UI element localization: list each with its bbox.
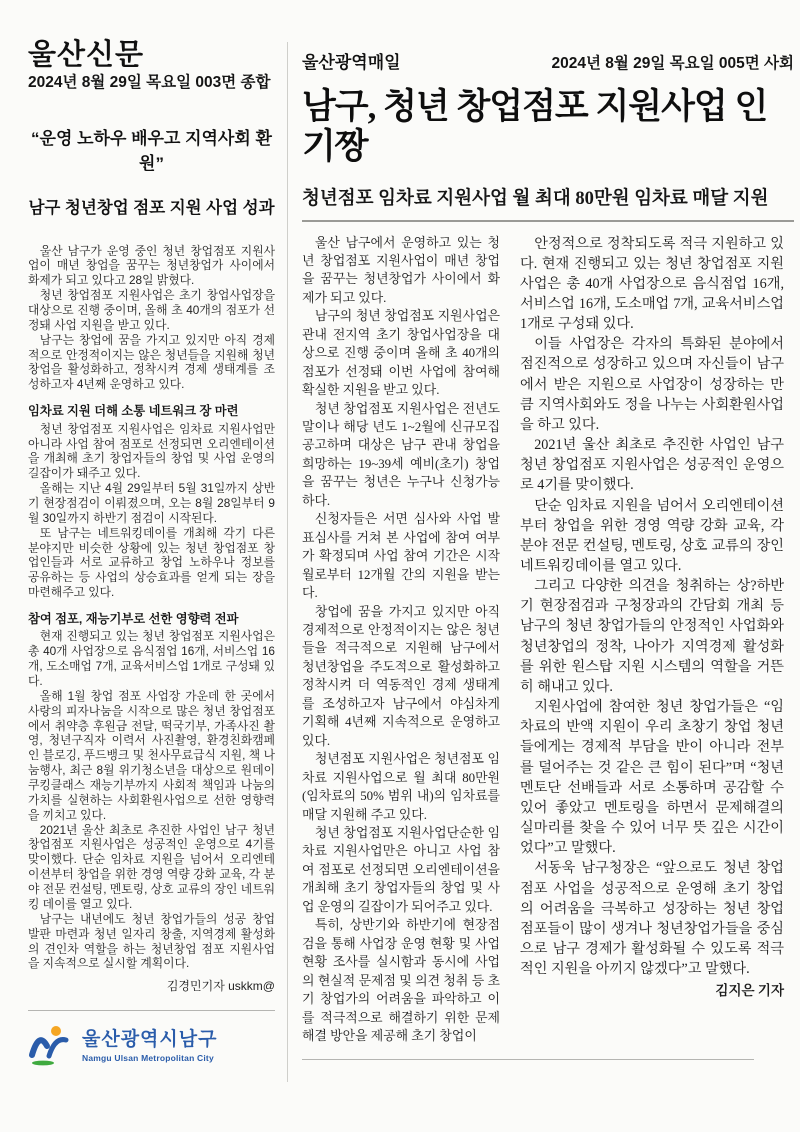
right-column-2-paragraphs [520, 234, 784, 980]
paragraph: 올해 1월 창업 점포 사업장 가운데 한 곳에서 사랑의 피자나눔을 시작으로 많은 청년 창업점포에서 취약층 후원금 전달, 떡국기부, 가족사진 촬영, 청년구직자 이력서 사진촬영, 환경친화캠페인 블로깅, 푸드뱅크 및 천사무료급식 지원, 책 나눔행사, 최근 8월 위기청소년을 대상으로 원데이 쿠킹클래스 재능기부까지 사회적 책임과 나눔의 가치를 실현하는 사회환원사업으로 선한 영향력을 끼치고 있다. [28, 688, 275, 822]
paragraph: 2021년 울산 최초로 추진한 사업인 남구 청년 창업점포 지원사업은 성공적인 운영으로 4기를 맞이했다. [520, 437, 784, 494]
left-section2-heading: 참여 점포, 재능기부로 선한 영향력 전파 [28, 611, 239, 626]
left-section1-heading: 임차료 지원 더해 소통 네트워크 장 마련 [28, 404, 239, 419]
paragraph: 그리고 다양한 의견을 청취하는 상?하반기 현장점검과 구청장과의 간담회 개최 등 남구의 청년 창업가들의 안정적인 사업화와 청년창업의 정착, 나아가 지역경제 활성화를 위한 원스탑 지원 시스템의 역할을 거뜬히 해내고 있다. [520, 578, 784, 695]
paragraph: 청년 창업점포 지원사업은 전년도 말이나 해당 년도 1~2월에 신규모집 공고하며 대상은 남구 관내 창업을 희망하는 19~39세 예비(초기) 창업을 꿈꾸는 청년은 누구나 신청가능하다. [302, 401, 500, 508]
right-bottom-rule [302, 1059, 754, 1060]
left-section1-paragraphs [28, 422, 275, 600]
paragraph: 현재 진행되고 있는 청년 창업점포 지원사업은 총 40개 사업장으로 음식점업 16개, 서비스업 16개, 도소매업 7개, 교육서비스업 1개로 구성돼 있다. [28, 629, 275, 689]
paragraph: 단순 임차료 지원을 넘어서 오리엔테이션부터 창업을 위한 경영 역량 강화 교육, 각 분야 전문 컨설팅, 멘토링, 상호 교류의 장인 네트워킹데이를 열고 있다. [520, 497, 784, 574]
paragraph: 올해는 지난 4월 29일부터 5월 31일까지 상반기 현장점검이 이뤄졌으며, 오는 8월 28일부터 9월 30일까지 하반기 점검이 시작된다. [28, 481, 275, 525]
right-article [302, 48, 794, 1060]
left-headline-quote: “운영 노하우 배우고 지역사회 환원” [31, 128, 272, 173]
right-article-body [302, 234, 794, 1046]
right-subheadline: 청년점포 임차료 지원사업 월 최대 80만원 임차료 매달 지원 [302, 188, 769, 209]
left-bottom-rule [28, 1010, 275, 1011]
paragraph: 지원사업에 참여한 청년 창업가들은 “임차료의 반액 지원이 우리 초창기 창업 청년들에게는 경제적 부담을 반이 아니라 전부를 덜어주는 것 같은 큰 힘이 된다”며 “청년 멘토단 선배들과 서로 소통하며 공감할 수 있어 좋았고 멘토링을 하면서 문제해결의 실마리를 찾을 수 있어 너무 뜻 깊은 시간이었다”고 말했다. [520, 699, 784, 857]
namgu-logo-text [82, 1030, 217, 1063]
left-dateline: 2024년 8월 29일 목요일 003면 종합 [28, 74, 271, 92]
left-intro-paragraphs [28, 244, 275, 393]
paragraph: 특히, 상반기와 하반기에 현장점검을 통해 사업장 운영 현황 및 사업 현황 조사를 실시함과 동시에 사업의 현실적 문제점 및 의견 청취 등 초기 창업가의 어려움을 파악하고 이를 적극적으로 해결하기 위한 문제해결 방안을 제공해 초기 창업이 [302, 918, 500, 1043]
left-article-body [28, 244, 275, 995]
namgu-logo-english: Namgu Ulsan Metropolitan City [82, 1052, 214, 1063]
paragraph: 청년 창업점포 지원사업은 초기 창업사업장을 대상으로 진행 중이며, 올해 초 40개의 점포가 선정돼 사업 지원을 받고 있다. [28, 288, 275, 332]
paragraph: 2021년 울산 최초로 추진한 사업인 남구 청년 창업점포 지원사업은 성공적인 운영으로 4기를 맞이했다. 단순 임차료 지원을 넘어서 오리엔테이션부터 창업을 위한 경영 역량 강화 교육, 각 분야 전문 컨설팅, 멘토링, 상호 교류의 장인 네트워킹 데이를 열고 있다. [28, 822, 275, 911]
paragraph: 남구의 청년 창업점포 지원사업은 관내 전지역 초기 창업사업장을 대상으로 진행 중이며 올해 초 40개의 점포가 선정돼 이번 사업에 참여해 확실한 지원을 받고 있다. [302, 309, 500, 398]
paragraph: 신청자들은 서면 심사와 사업 발표심사를 거쳐 본 사업에 참여 여부가 확정되며 사업 참여 기간은 시작 월로부터 12개월 간의 지원을 받는다. [302, 512, 500, 601]
right-masthead: 울산광역매일 [302, 53, 401, 72]
left-headline-sub: 남구 청년창업 점포 지원 사업 성과 [28, 198, 275, 217]
right-column-2 [520, 234, 784, 1046]
paragraph: 남구는 창업에 꿈을 가지고 있지만 아직 경제적으로 안정적이지는 않은 청년들을 지원해 청년창업을 활성화하고, 정착시켜 경제 생태계를 조성하고자 4년째 운영하고 있다. [28, 332, 275, 392]
paragraph: 청년점포 지원사업은 청년점포 임차료 지원사업으로 월 최대 80만원(임차료의 50% 범위 내)의 임차료를 매달 지원해 주고 있다. [302, 752, 500, 822]
namgu-logo-korean: 울산광역시남구 [82, 1028, 218, 1050]
paragraph: 안정적으로 정착되도록 적극 지원하고 있다. 현재 진행되고 있는 청년 창업점포 지원사업은 총 40개 사업장으로 음식점업 16개, 서비스업 16개, 도소매업 7개, 교육서비스업 1개로 구성돼 있다. [520, 235, 784, 333]
right-article-header [302, 48, 794, 73]
paragraph: 울산 남구에서 운영하고 있는 청년 창업점포 지원사업이 매년 창업을 꿈꾸는 청년창업가 사이에서 화제가 되고 있다. [302, 235, 500, 305]
paragraph: 또 남구는 네트워킹데이를 개최해 각기 다른 분야지만 비슷한 상황에 있는 청년 창업점포 창업인들과 서로 교류하고 창업 노하우나 정보를 공유하는 등 사업의 상승효과를 얻게 되는 장을 마련해주고 있다. [28, 525, 275, 600]
left-masthead: 울산신문 [28, 39, 145, 71]
article-divider [287, 42, 288, 1082]
paragraph: 서동욱 남구청장은 “앞으로도 청년 창업점포 사업을 성공적으로 운영해 초기 창업의 어려움을 극복하고 성장하는 청년 창업점포들이 많이 생겨나 청년창업가들을 중심으로 남구 경제가 활성화될 수 있도록 적극적인 지원을 아끼지 않겠다”고 말했다. [520, 860, 784, 978]
right-byline: 김지은 기자 [715, 983, 784, 999]
left-article [28, 40, 275, 1067]
left-byline: 김경민기자 uskkm@ [166, 979, 275, 994]
paragraph: 청년 창업점포 지원사업은 임차료 지원사업만 아니라 사업 참여 점포로 선정되면 오리엔테이션을 개최해 초기 창업자들의 창업 및 사업 운영의 길잡이가 돼주고 있다. [28, 421, 275, 481]
right-dateline: 2024년 8월 29일 목요일 005면 사회 [551, 55, 794, 72]
right-subhead-rule [302, 220, 794, 222]
right-headline: 남구, 청년 창업점포 지원사업 인기짱 [302, 87, 768, 167]
paragraph: 울산 남구가 운영 중인 청년 창업점포 지원사업이 매년 창업을 꿈꾸는 청년창업가 사이에서 화제가 되고 있다고 28일 밝혔다. [28, 243, 275, 288]
paragraph: 이들 사업장은 각자의 특화된 분야에서 점진적으로 성장하고 있으며 자신들이 남구에서 받은 지원으로 사업장이 성장하는 만큼 지역사회와도 정을 나누는 사회환원사업을 하고 있다. [520, 336, 784, 433]
paragraph: 청년 창업점포 지원사업단순한 임차료 지원사업만은 아니고 사업 참여 점포로 선정되면 오리엔테이션을 개최해 초기 창업자들의 창업 및 사업 운영의 길잡이가 되어주고 있다. [302, 826, 500, 914]
namgu-logo-mark-icon [28, 1025, 74, 1067]
paragraph: 남구는 내년에도 청년 창업가들의 성공 창업 발판 마련과 청년 일자리 창출, 지역경제 활성화의 견인차 역할을 하는 청년창업 점포 지원사업을 지속적으로 실시할 계획이다. [28, 911, 275, 971]
namgu-logo [28, 1025, 275, 1067]
right-column-1 [302, 234, 500, 1046]
left-section2-paragraphs [28, 629, 275, 971]
paragraph: 창업에 꿈을 가지고 있지만 아직 경제적으로 안정적이지는 않은 청년들을 적극적으로 지원해 남구에서 청년창업을 주도적으로 활성화하고 정착시켜 더 역동적인 경제 생태계를 조성하고자 남구에서 야심차게 기획해 4년째 지속적으로 운영하고 있다. [302, 604, 500, 748]
